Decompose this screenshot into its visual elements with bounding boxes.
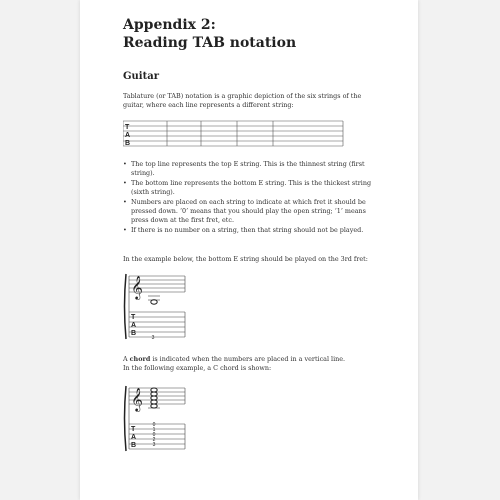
- fret-number: 2: [152, 437, 156, 443]
- note-head: [151, 300, 157, 304]
- fret-number: 3: [152, 442, 156, 448]
- tab-letter-a: A: [125, 132, 131, 139]
- tab-letter-b: B: [131, 442, 137, 449]
- section-heading: Guitar: [123, 71, 159, 82]
- chord-notes: [151, 388, 157, 408]
- tab-letter-b: B: [125, 140, 131, 147]
- tab-letter-a: A: [131, 322, 137, 329]
- note-head: [151, 400, 157, 404]
- fret-number: 0: [152, 422, 156, 428]
- fret-number: 1: [152, 427, 156, 433]
- bullet-item: • If there is no number on a string, then that string should not be played.: [123, 226, 379, 235]
- note-head: [151, 388, 157, 392]
- empty-tab-staff: [123, 119, 347, 149]
- system-brace: [125, 386, 127, 451]
- appendix-page: [80, 0, 418, 500]
- chord-prefix: A: [123, 355, 130, 363]
- intro-paragraph: Tablature (or TAB) notation is a graphic depiction of the six strings of the guitar, where each line represents a different string:: [123, 92, 362, 109]
- tab-letter-t: T: [131, 426, 136, 433]
- bullet-item: • The top line represents the top E string. This is the thinnest string (first string).: [123, 160, 379, 178]
- title-line-1: Appendix 2:: [123, 17, 216, 33]
- chord-text-line-2: In the following example, a C chord is shown:: [123, 364, 272, 372]
- system-brace: [125, 274, 127, 339]
- treble-clef-icon: 𝄞: [131, 275, 143, 299]
- title-line-2: Reading TAB notation: [123, 35, 297, 51]
- example-paragraph: In the example below, the bottom E string should be played on the 3rd fret:: [123, 255, 368, 263]
- note-head: [151, 404, 157, 408]
- chord-term: chord: [129, 355, 151, 363]
- bullet-item: • Numbers are placed on each string to indicate at which fret it should be pressed down. ‘0’ means that you should play the open string; ‘1’ means press down at the first fret, etc.: [123, 198, 379, 225]
- example-staff: [123, 268, 203, 348]
- fret-number: 3: [151, 335, 155, 341]
- page-title: [123, 16, 296, 52]
- chord-staff: [123, 380, 203, 460]
- chord-text: is indicated when the numbers are placed in a vertical line.: [150, 355, 346, 363]
- bullet-list: [123, 160, 379, 236]
- tab-letter-a: A: [131, 434, 137, 441]
- fret-number: 0: [152, 432, 156, 438]
- treble-clef-icon: 𝄞: [131, 387, 143, 411]
- chord-paragraph: [123, 355, 383, 373]
- tab-letter-t: T: [125, 124, 130, 131]
- note-head: [151, 396, 157, 400]
- tab-letter-t: T: [131, 314, 136, 321]
- note-head: [151, 392, 157, 396]
- bullet-item: • The bottom line represents the bottom E string. This is the thickest string (sixth string).: [123, 179, 379, 197]
- tab-letter-b: B: [131, 330, 137, 337]
